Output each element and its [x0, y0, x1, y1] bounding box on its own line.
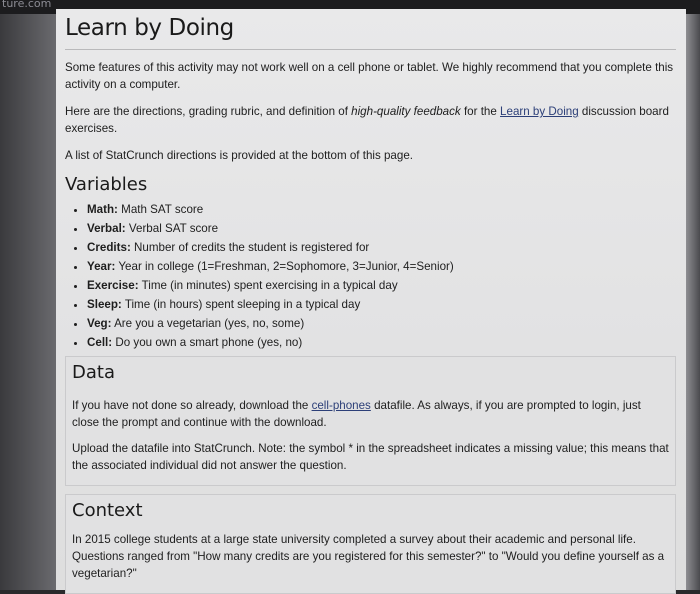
directions-paragraph [65, 103, 676, 137]
data-heading: Data [72, 362, 115, 383]
variable-name: Exercise: [87, 279, 139, 292]
context-paragraph: In 2015 college students at a large state university completed a survey about their academic and personal life. Questions ranged from "How many credits are you registered for this semester?" to "Would you define yourself as a vegetarian?" [72, 533, 665, 580]
variable-name: Math: [87, 203, 118, 216]
upload-instructions: Upload the datafile into StatCrunch. Note: the symbol * in the spreadsheet indicates a missing value; this means that the associated individual did not answer the question. [72, 442, 669, 472]
device-warning: Some features of this activity may not work well on a cell phone or tablet. We highly recommend that you complete this activity on a computer. [65, 61, 674, 91]
variable-name: Sleep: [87, 298, 122, 311]
variable-name: Year: [87, 260, 116, 273]
variable-item [87, 200, 676, 219]
variables-heading: Variables [65, 174, 148, 195]
cell-phones-datafile-link[interactable]: cell-phones [311, 399, 371, 412]
variables-list [65, 200, 676, 352]
variable-desc: Time (in minutes) spent exercising in a typical day [141, 279, 398, 292]
variable-name: Verbal: [87, 222, 126, 235]
variable-desc: Do you own a smart phone (yes, no) [115, 336, 303, 349]
variable-item [87, 219, 676, 238]
variable-desc: Math SAT score [121, 203, 204, 216]
data-section [65, 356, 676, 486]
variable-desc: Verbal SAT score [128, 222, 219, 235]
variable-item [87, 314, 676, 333]
context-heading: Context [72, 500, 143, 521]
variable-item [87, 238, 676, 257]
download-text-post: datafile. As always, if you are prompted to login, just close the prompt and continue with the download. [72, 399, 641, 429]
variable-desc: Are you a vegetarian (yes, no, some) [114, 317, 305, 330]
high-quality-feedback-term: high-quality feedback [351, 105, 461, 118]
url-fragment: ture.com [2, 0, 52, 10]
statcrunch-note: A list of StatCrunch directions is provided at the bottom of this page. [65, 149, 413, 162]
page-title: Learn by Doing [65, 15, 234, 41]
screen-bezel-right [686, 14, 700, 590]
directions-text-mid: for the [460, 105, 501, 118]
variable-desc: Number of credits the student is registered for [134, 241, 370, 254]
variable-item [87, 333, 676, 352]
variable-desc: Time (in hours) spent sleeping in a typical day [124, 298, 361, 311]
directions-text-pre: Here are the directions, grading rubric, and definition of [65, 105, 352, 118]
variable-item [87, 295, 676, 314]
variable-name: Cell: [87, 336, 113, 349]
variable-desc: Year in college (1=Freshman, 2=Sophomore, 3=Junior, 4=Senior) [118, 260, 454, 273]
learn-by-doing-link[interactable]: Learn by Doing [500, 105, 579, 118]
download-instructions [72, 397, 669, 431]
title-divider [65, 49, 676, 50]
variable-name: Credits: [87, 241, 131, 254]
variable-name: Veg: [87, 317, 112, 330]
variable-item [87, 276, 676, 295]
directions-text-post: discussion board exercises. [65, 105, 669, 135]
context-section [65, 494, 676, 594]
page-content [56, 9, 686, 590]
screen-bezel-left [0, 14, 56, 590]
download-text-pre: If you have not done so already, download the [72, 399, 312, 412]
variable-item [87, 257, 676, 276]
